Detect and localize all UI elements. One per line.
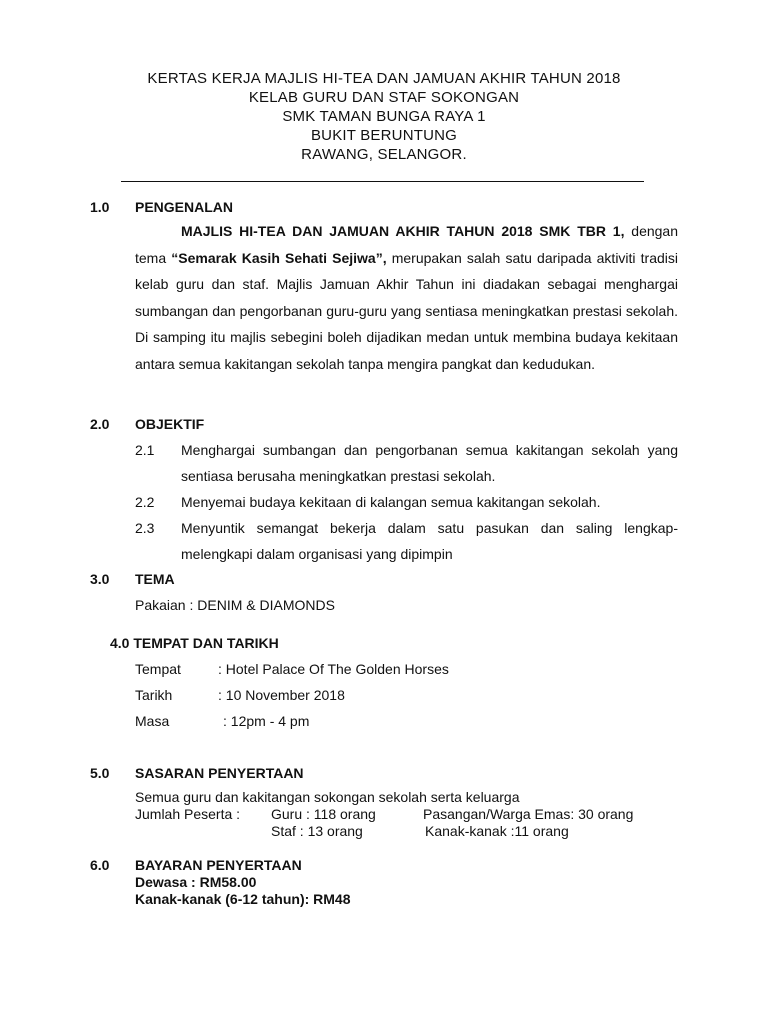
section-title-bayaran: BAYARAN PENYERTAAN: [135, 857, 302, 873]
tarikh-value: : 10 November 2018: [218, 687, 345, 703]
section-title-tempat: 4.0 TEMPAT DAN TARIKH: [110, 635, 279, 651]
objective-text: Menyemai budaya kekitaan di kalangan semua kakitangan sekolah.: [181, 494, 601, 510]
bayaran-kanak: Kanak-kanak (6-12 tahun): RM48: [135, 891, 351, 907]
tema-text: Pakaian : DENIM & DIAMONDS: [135, 597, 335, 613]
guru-count: Guru : 118 orang: [271, 806, 376, 822]
theme-quote: “Semarak Kasih Sehati Sejiwa”,: [171, 249, 387, 266]
tarikh-label: Tarikh: [135, 687, 173, 703]
sasaran-text: Semua guru dan kakitangan sokongan sekolah serta keluarga: [135, 789, 520, 805]
tempat-label: Tempat: [135, 661, 181, 677]
section-number-5: 5.0: [90, 765, 110, 781]
objective-item: [135, 489, 678, 515]
pengenalan-text-b: merupakan salah satu daripada aktiviti tradisi kelab guru dan staf. Majlis Jamuan Akhir Tahun ini diadakan sebagai menghargai sumbangan dan pengorbanan guru-guru yang sentiasa meningkatkan prestasi sekolah. Di samping itu majlis sebegini boleh dijadikan medan untuk membina budaya kekitaan antara semua kakitangan sekolah tanpa mengira pangkat dan kedudukan.: [135, 249, 679, 372]
header-club: KELAB GURU DAN STAF SOKONGAN: [248, 89, 520, 106]
header-divider: [121, 181, 644, 182]
section-number-2: 2.0: [90, 416, 110, 432]
tempat-value: : Hotel Palace Of The Golden Horses: [218, 661, 449, 677]
objective-text: Menghargai sumbangan dan pengorbanan semua kakitangan sekolah yang sentiasa berusaha meningkatkan prestasi sekolah.: [181, 442, 678, 484]
section-title-pengenalan: PENGENALAN: [135, 199, 234, 215]
section-number-1: 1.0: [90, 199, 110, 215]
masa-label: Masa: [135, 713, 170, 729]
header-state: RAWANG, SELANGOR.: [301, 146, 467, 163]
objective-item: [135, 515, 678, 567]
pengenalan-lead: MAJLIS HI-TEA DAN JAMUAN AKHIR TAHUN 2018 SMK TBR 1,: [181, 223, 625, 239]
document-header: [0, 69, 768, 164]
section-number-3: 3.0: [90, 571, 110, 587]
pasangan-count: Pasangan/Warga Emas: 30 orang: [423, 806, 634, 822]
masa-value: : 12pm - 4 pm: [223, 713, 310, 729]
pengenalan-paragraph: [135, 218, 678, 377]
kanak-count: Kanak-kanak :11 orang: [425, 823, 569, 839]
section-title-sasaran: SASARAN PENYERTAAN: [135, 765, 304, 781]
objective-text: Menyuntik semangat bekerja dalam satu pasukan dan saling lengkap-melengkapi dalam organisasi yang dipimpin: [181, 520, 678, 562]
section-title-objektif: OBJEKTIF: [135, 416, 205, 432]
header-area: BUKIT BERUNTUNG: [310, 127, 458, 144]
staf-count: Staf : 13 orang: [271, 823, 363, 839]
objective-item: [135, 437, 678, 489]
bayaran-dewasa: Dewasa : RM58.00: [135, 874, 257, 890]
section-title-tema: TEMA: [135, 571, 175, 587]
objective-number: 2.2: [135, 494, 155, 510]
header-school: SMK TAMAN BUNGA RAYA 1: [282, 108, 486, 125]
objective-number: 2.1: [135, 442, 155, 458]
objective-number: 2.3: [135, 520, 155, 536]
jumlah-label: Jumlah Peserta :: [135, 806, 241, 822]
pengenalan-text-a: dengan tema: [135, 223, 678, 266]
header-title: KERTAS KERJA MAJLIS HI-TEA DAN JAMUAN AKHIR TAHUN 2018: [147, 70, 621, 87]
section-number-6: 6.0: [90, 857, 110, 873]
